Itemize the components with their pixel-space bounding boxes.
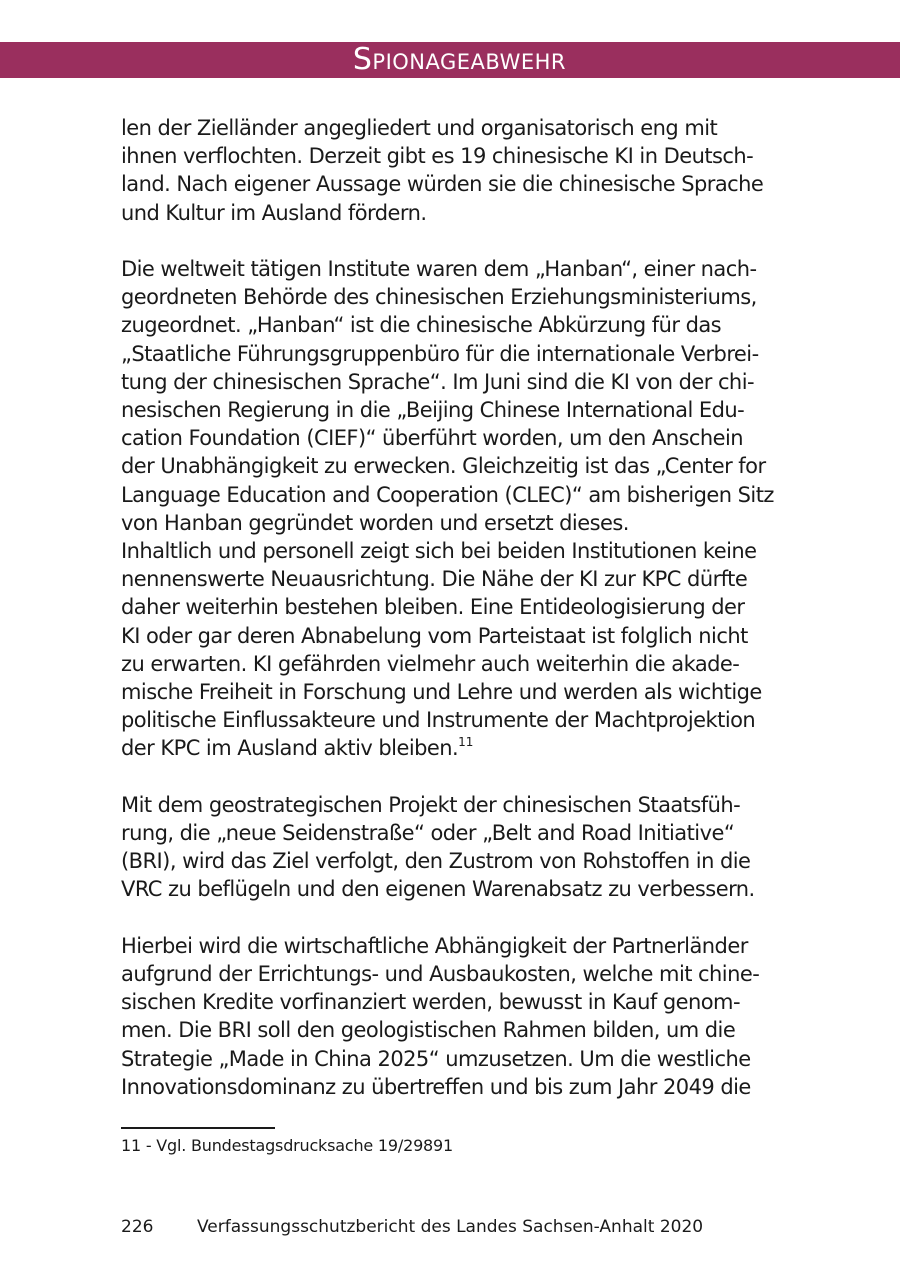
text-line: aufgrund der Errichtungs- und Ausbaukosten, welche mit chine- — [121, 962, 760, 987]
text-line: der Unabhängigkeit zu erwecken. Gleichzeitig ist das „Center for — [121, 454, 766, 479]
text-line: VRC zu beflügeln und den eigenen Warenabsatz zu verbessern. — [121, 877, 755, 902]
text-line: politische Einflussakteure und Instrumente der Machtprojektion — [121, 708, 756, 733]
footnote: 11 - Vgl. Bundestagsdrucksache 19/29891 — [121, 1136, 453, 1155]
footnote-divider — [121, 1127, 275, 1129]
text-line: nennenswerte Neuausrichtung. Die Nähe der KI zur KPC dürfte — [121, 567, 748, 592]
text-line: Inhaltlich und personell zeigt sich bei beiden Institutionen keine — [121, 539, 757, 564]
section-header-bar — [0, 42, 900, 78]
text-line: zugeordnet. „Hanban“ ist die chinesische Abkürzung für das — [121, 313, 722, 338]
publication-title: Verfassungsschutzbericht des Landes Sachsen-Anhalt 2020 — [197, 1217, 704, 1237]
page-footer — [121, 1216, 703, 1238]
text-line: daher weiterhin bestehen bleiben. Eine Entideologisierung der — [121, 595, 745, 620]
text-line: „Staatliche Führungsgruppenbüro für die internationale Verbrei- — [121, 341, 759, 366]
text-line: Strategie „Made in China 2025“ umzusetzen. Um die westliche — [121, 1046, 751, 1071]
text-line: Die weltweit tätigen Institute waren dem „Hanban“, einer nach- — [121, 257, 757, 281]
text-line: KI oder gar deren Abnabelung vom Parteistaat ist folglich nicht — [121, 623, 748, 648]
text-line: der KPC im Ausland aktiv bleiben. — [121, 736, 459, 761]
text-line: zu erwarten. KI gefährden vielmehr auch weiterhin die akade- — [121, 651, 740, 676]
text-line-with-footnote — [121, 734, 811, 762]
footnote-reference[interactable]: 11 — [458, 735, 474, 750]
text-line: nesischen Regierung in die „Beijing Chinese International Edu- — [121, 398, 745, 423]
text-line: land. Nach eigener Aussage würden sie die chinesische Sprache — [121, 172, 764, 197]
paragraph-4 — [121, 932, 811, 1101]
text-line: und Kultur im Ausland fördern. — [121, 200, 427, 225]
section-title: Spionageabwehr — [352, 42, 566, 77]
paragraph-3 — [121, 791, 811, 904]
page-number: 226 — [121, 1217, 154, 1237]
text-line: Language Education and Cooperation (CLEC)“ am bisherigen Sitz — [121, 482, 774, 507]
text-line: mische Freiheit in Forschung und Lehre und werden als wichtige — [121, 680, 762, 705]
text-line: tung der chinesischen Sprache“. Im Juni sind die KI von der chi- — [121, 369, 755, 394]
text-line: geordneten Behörde des chinesischen Erziehungsministeriums, — [121, 285, 757, 310]
text-line: cation Foundation (CIEF)“ überführt worden, um den Anschein — [121, 426, 744, 451]
text-line: (BRI), wird das Ziel verfolgt, den Zustrom von Rohstoffen in die — [121, 849, 751, 874]
text-line: men. Die BRI soll den geologistischen Rahmen bilden, um die — [121, 1018, 736, 1043]
text-line: len der Zielländer angegliedert und organisatorisch eng mit — [121, 116, 718, 140]
text-line: ihnen verflochten. Derzeit gibt es 19 chinesische KI in Deutsch- — [121, 144, 754, 169]
text-line: von Hanban gegründet worden und ersetzt dieses. — [121, 510, 629, 535]
paragraph-2 — [121, 255, 811, 763]
text-line: Hierbei wird die wirtschaftliche Abhängigkeit der Partnerländer — [121, 933, 748, 958]
body-text — [121, 114, 811, 1101]
text-line: Innovationsdominanz zu übertreffen und bis zum Jahr 2049 die — [121, 1074, 751, 1099]
text-line: rung, die „neue Seidenstraße“ oder „Belt and Road Initiative“ — [121, 821, 735, 846]
text-line: Mit dem geostrategischen Projekt der chinesischen Staatsfüh- — [121, 792, 741, 817]
text-line: sischen Kredite vorfinanziert werden, bewusst in Kauf genom- — [121, 990, 740, 1015]
paragraph-1 — [121, 114, 811, 227]
